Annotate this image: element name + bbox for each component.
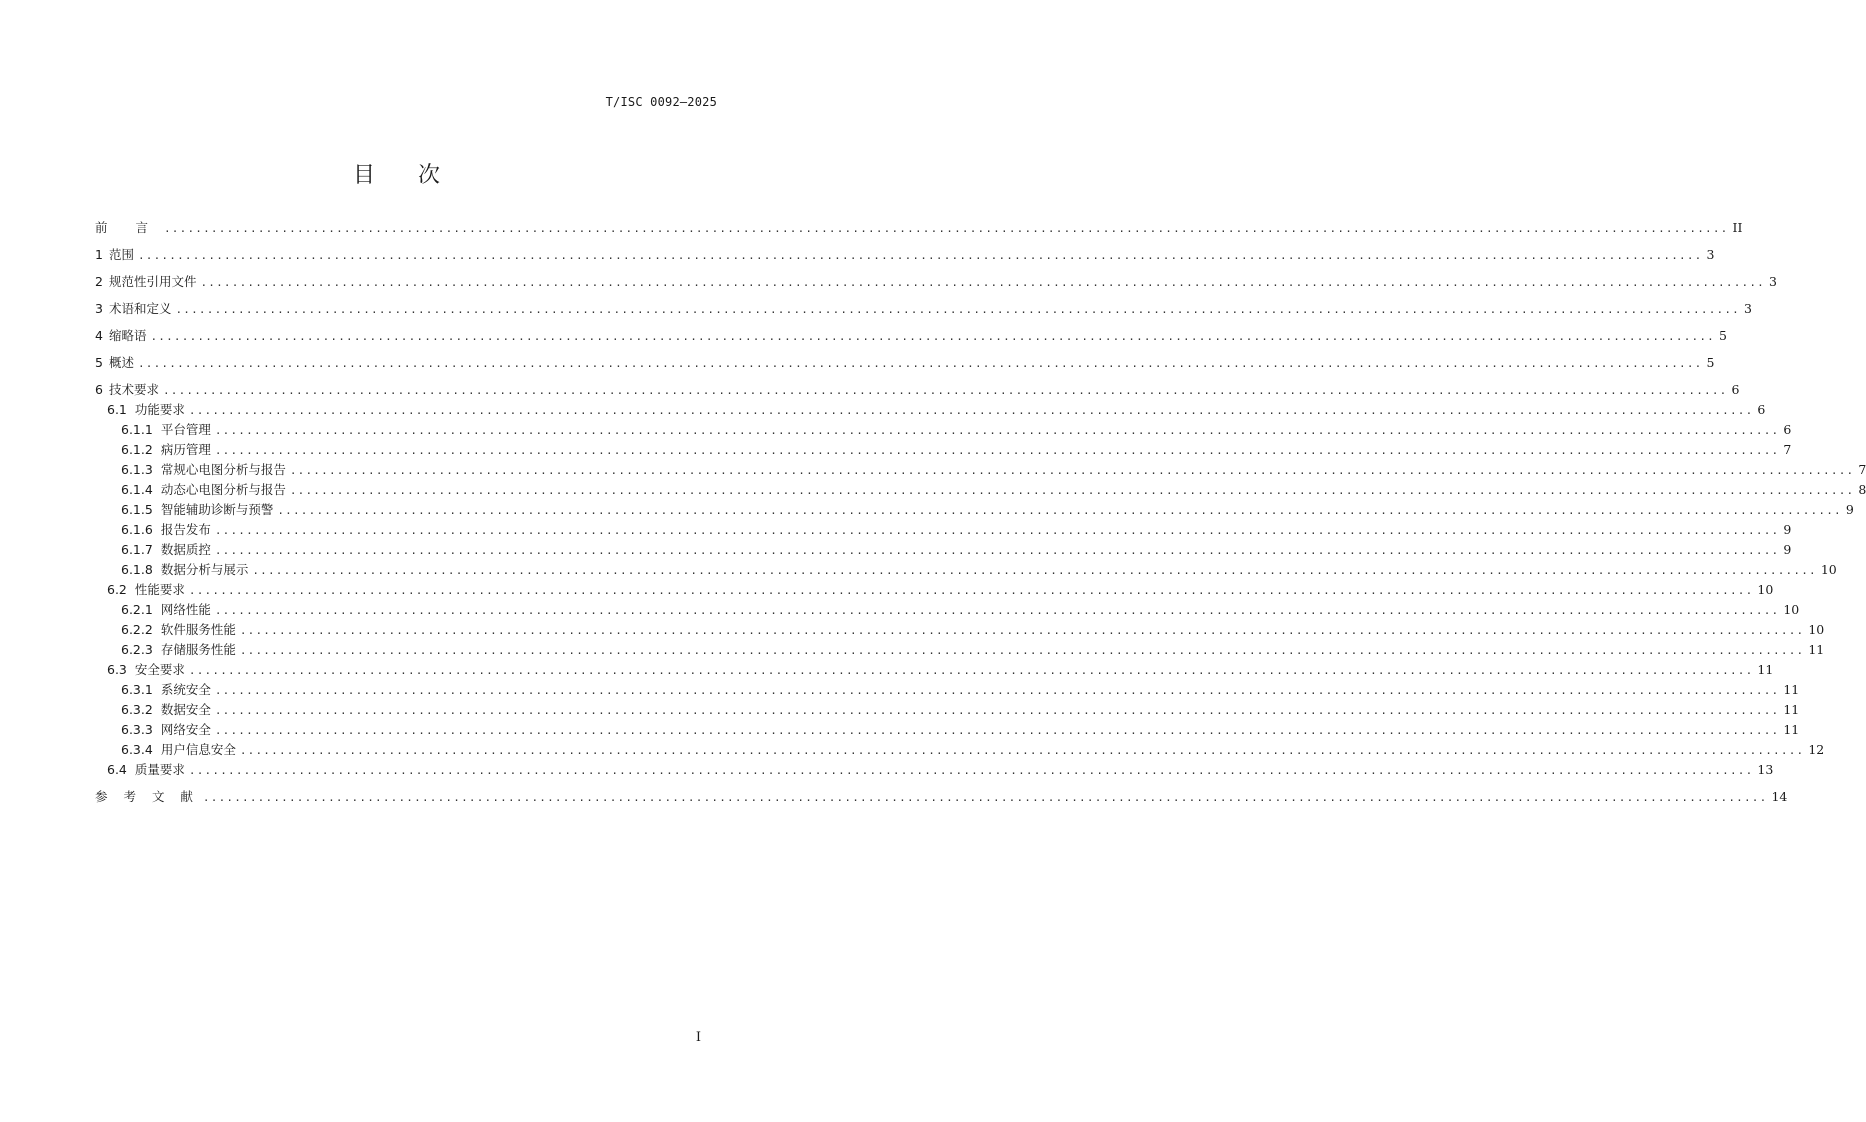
toc-entry-label: 技术要求 (108, 382, 159, 397)
toc-entry-page: 11 (1808, 642, 1825, 657)
toc-entry-number: 6.1.8 (121, 562, 153, 577)
toc-entry[interactable] (95, 300, 1752, 318)
toc-entry[interactable] (95, 219, 1743, 237)
toc-entry-page: 11 (1783, 682, 1800, 697)
toc-entry-page: 11 (1783, 722, 1800, 737)
toc-entry-label: 质量要求 (134, 762, 185, 777)
toc-entry-number: 6.2 (107, 582, 127, 597)
toc-leader-dots: ........................................................................................................................................................................................................ (137, 357, 1703, 370)
toc-entry-number: 6.4 (107, 762, 127, 777)
toc-entry-page: 9 (1783, 542, 1792, 557)
toc-leader-dots: ........................................................................................................................................................................................................ (214, 444, 1780, 457)
toc-entry-page: 10 (1783, 602, 1800, 617)
toc-entry-page: 13 (1757, 762, 1774, 777)
toc-entry-number: 2 (95, 274, 103, 289)
toc-entry-label: 概述 (108, 355, 134, 370)
toc-entry[interactable] (121, 601, 1800, 619)
toc-entry[interactable] (95, 246, 1715, 264)
toc-leader-dots: ........................................................................................................................................................................................................ (175, 303, 1740, 316)
toc-leader-dots: ........................................................................................................................................................................................................ (239, 744, 1805, 757)
toc-leader-dots: ........................................................................................................................................................................................................ (188, 584, 1754, 597)
toc-entry[interactable] (95, 788, 1788, 806)
toc-entry-page: 6 (1783, 422, 1792, 437)
toc-entry[interactable] (95, 381, 1740, 399)
toc-entry-page: 7 (1783, 442, 1792, 457)
toc-entry-number: 5 (95, 355, 103, 370)
toc-entry-page: 11 (1783, 702, 1800, 717)
toc-leader-dots: ........................................................................................................................................................................................................ (214, 704, 1780, 717)
toc-entry[interactable] (107, 401, 1766, 419)
toc-leader-dots: ........................................................................................................................................................................................................ (214, 684, 1780, 697)
toc-entry-number: 1 (95, 247, 103, 262)
toc-entry-label: 范围 (108, 247, 134, 262)
toc-entry-number: 6.1.4 (121, 482, 153, 497)
toc-leader-dots: ........................................................................................................................................................................................................ (239, 624, 1805, 637)
toc-entry-page: 3 (1743, 301, 1752, 316)
toc-entry[interactable] (121, 561, 1837, 579)
toc-leader-dots: ........................................................................................................................................................................................................ (188, 764, 1754, 777)
toc-entry-label: 规范性引用文件 (108, 274, 197, 289)
toc-entry[interactable] (107, 661, 1774, 679)
toc-entry-label: 前 言 (95, 220, 160, 235)
toc-entry[interactable] (107, 581, 1774, 599)
toc-leader-dots: ........................................................................................................................................................................................................ (188, 664, 1754, 677)
toc-leader-dots: ........................................................................................................................................................................................................ (289, 484, 1855, 497)
toc-entry-page: 10 (1808, 622, 1825, 637)
toc-leader-dots: ........................................................................................................................................................................................................ (137, 249, 1703, 262)
toc-entry-page: II (1732, 220, 1743, 235)
toc-entry-label: 报告发布 (160, 522, 211, 537)
toc-leader-dots: ........................................................................................................................................................................................................ (252, 564, 1817, 577)
toc-entry[interactable] (121, 441, 1792, 459)
toc-entry[interactable] (121, 681, 1800, 699)
toc-entry[interactable] (107, 761, 1774, 779)
toc-entry[interactable] (95, 327, 1727, 345)
toc-entry-number: 6.3 (107, 662, 127, 677)
toc-entry-number: 6.3.1 (121, 682, 153, 697)
toc-entry-label: 术语和定义 (108, 301, 172, 316)
toc-entry-label: 病历管理 (160, 442, 211, 457)
toc-entry[interactable] (121, 541, 1792, 559)
footer-page-number: I (695, 1030, 701, 1045)
toc-entry-page: 3 (1706, 247, 1715, 262)
toc-entry-page: 9 (1783, 522, 1792, 537)
toc-leader-dots: ........................................................................................................................................................................................................ (188, 404, 1754, 417)
toc-entry-number: 6.3.3 (121, 722, 153, 737)
toc-entry-number: 6.3.4 (121, 742, 153, 757)
toc-entry-number: 3 (95, 301, 103, 316)
toc-entry-page: 12 (1808, 742, 1825, 757)
toc-entry[interactable] (121, 701, 1800, 719)
toc-leader-dots: ........................................................................................................................................................................................................ (277, 504, 1842, 517)
toc-entry-label: 安全要求 (134, 662, 185, 677)
toc-entry-label: 系统安全 (160, 682, 211, 697)
toc-entry-page: 10 (1820, 562, 1837, 577)
toc-leader-dots: ........................................................................................................................................................................................................ (289, 464, 1855, 477)
toc-entry[interactable] (121, 741, 1825, 759)
toc-entry-number: 6.2.2 (121, 622, 153, 637)
toc-entry-label: 平台管理 (160, 422, 211, 437)
toc-entry-number: 6 (95, 382, 103, 397)
toc-entry-page: 9 (1845, 502, 1854, 517)
toc-entry-number: 4 (95, 328, 103, 343)
toc-entry-number: 6.3.2 (121, 702, 153, 717)
toc-entry[interactable] (121, 501, 1854, 519)
toc-entry-label: 数据安全 (160, 702, 211, 717)
toc-entry-number: 6.1.2 (121, 442, 153, 457)
toc-entry-label: 功能要求 (134, 402, 185, 417)
toc-entry-number: 6.2.1 (121, 602, 153, 617)
toc-entry-label: 常规心电图分析与报告 (160, 462, 286, 477)
toc-leader-dots: ........................................................................................................................................................................................................ (202, 791, 1768, 804)
toc-entry-label: 存储服务性能 (160, 642, 236, 657)
toc-leader-dots: ........................................................................................................................................................................................................ (214, 524, 1780, 537)
toc-entry-page: 5 (1706, 355, 1715, 370)
toc-entry[interactable] (95, 354, 1715, 372)
toc-leader-dots: ........................................................................................................................................................................................................ (214, 604, 1780, 617)
toc-entry-number: 6.2.3 (121, 642, 153, 657)
toc-leader-dots: ........................................................................................................................................................................................................ (214, 724, 1780, 737)
toc-entry[interactable] (121, 461, 1866, 479)
toc-entry-number: 6.1.3 (121, 462, 153, 477)
toc-entry-number: 6.1.5 (121, 502, 153, 517)
toc-entry-page: 3 (1768, 274, 1777, 289)
toc-entry[interactable] (121, 421, 1792, 439)
toc-entry-number: 6.1.1 (121, 422, 153, 437)
document-code: T/ISC 0092—2025 (605, 95, 717, 109)
toc-leader-dots: ........................................................................................................................................................................................................ (163, 222, 1729, 235)
toc-entry-number: 6.1.6 (121, 522, 153, 537)
toc-entry[interactable] (121, 721, 1800, 739)
toc-entry[interactable] (121, 481, 1866, 499)
toc-entry-number: 6.1.7 (121, 542, 153, 557)
toc-leader-dots: ........................................................................................................................................................................................................ (214, 424, 1780, 437)
page-title: 目 次 (353, 163, 458, 188)
toc-entry-label: 缩略语 (108, 328, 147, 343)
toc-entry-label: 用户信息安全 (160, 742, 236, 757)
toc-entry-page: 11 (1757, 662, 1774, 677)
toc-entry-page: 14 (1771, 789, 1788, 804)
toc-entry-label: 参 考 文 献 (95, 789, 199, 804)
toc-entry-page: 6 (1731, 382, 1740, 397)
toc-entry-label: 性能要求 (134, 582, 185, 597)
toc-leader-dots: ........................................................................................................................................................................................................ (239, 644, 1805, 657)
toc-entry-page: 7 (1858, 462, 1866, 477)
toc-entry[interactable] (95, 273, 1777, 291)
toc-entry-label: 数据分析与展示 (160, 562, 249, 577)
toc-entry[interactable] (121, 641, 1825, 659)
toc-entry-label: 智能辅助诊断与预警 (160, 502, 274, 517)
toc-entry-label: 网络安全 (160, 722, 211, 737)
toc-entry-number: 6.1 (107, 402, 127, 417)
toc-entry-page: 10 (1757, 582, 1774, 597)
toc-leader-dots: ........................................................................................................................................................................................................ (150, 330, 1715, 343)
toc-leader-dots: ........................................................................................................................................................................................................ (162, 384, 1728, 397)
toc-leader-dots: ........................................................................................................................................................................................................ (200, 276, 1765, 289)
toc-entry-page: 5 (1718, 328, 1727, 343)
toc-entry[interactable] (121, 621, 1825, 639)
toc-entry-page: 8 (1858, 482, 1866, 497)
toc-entry-label: 网络性能 (160, 602, 211, 617)
toc-entry[interactable] (121, 521, 1792, 539)
toc-leader-dots: ........................................................................................................................................................................................................ (214, 544, 1780, 557)
toc-entry-label: 软件服务性能 (160, 622, 236, 637)
toc-entry-page: 6 (1757, 402, 1766, 417)
toc-entry-label: 动态心电图分析与报告 (160, 482, 286, 497)
toc-entry-label: 数据质控 (160, 542, 211, 557)
